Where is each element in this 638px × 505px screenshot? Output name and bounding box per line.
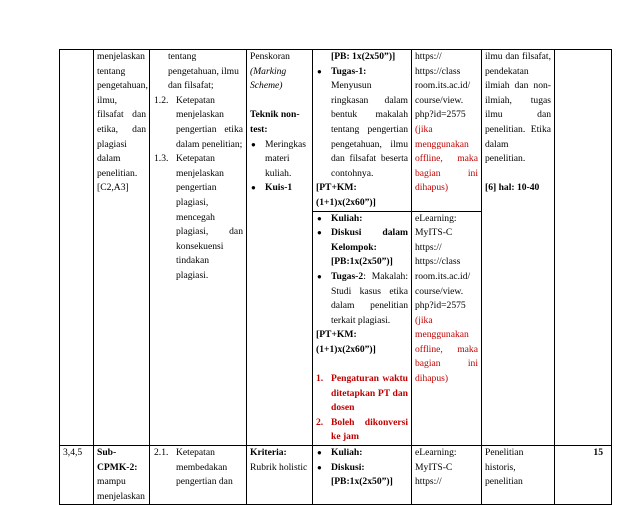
week-cell <box>60 446 94 505</box>
weight-cell <box>555 50 612 446</box>
sub-cpmk-text: menjelaskan tentang pengetahuan, ilmu, filsafat dan etika, dan plagiasi dalam penelitian. [C2,A3] <box>97 51 148 194</box>
table-row <box>60 446 612 505</box>
weight-value: 15 <box>593 447 603 459</box>
elearning-cell <box>412 211 482 446</box>
bullet-icon: ● <box>317 66 322 76</box>
material-cell <box>482 446 555 505</box>
elearning-cell <box>412 50 482 212</box>
learning-form-cell <box>313 50 412 212</box>
task-item <box>316 65 408 182</box>
task-label: Tugas-2 <box>331 270 364 282</box>
pb-label: [PB:1x(2x50”)] <box>331 476 393 488</box>
criteria-scheme: (Marking Scheme) <box>250 65 287 92</box>
activity-item: ● Diskusi dalam Kelompok: <box>316 226 408 255</box>
indicator-text: Ketepatan menjelaskan pengertian etika dalam penelitian; <box>176 94 243 150</box>
week-cell <box>60 50 94 446</box>
material-cell <box>482 50 555 446</box>
elearning-link[interactable]: eLearning: MyITS-C https:// https://class room.its.ac.id/ course/view. php?id=2575 <box>415 212 471 312</box>
elearning-link[interactable]: eLearning: MyITS-C https:// <box>415 447 457 488</box>
criteria-heading: Teknik non-test: <box>250 109 300 135</box>
task-text: : Makalah: Studi kasus etika dalam penelitian terkait plagiasi. <box>331 270 408 326</box>
indicator-item: 2.1. Ketepatan membedakan pengertian dan <box>154 447 233 488</box>
rps-table <box>59 49 612 505</box>
pt-km-label: [PT+KM:(1+1)x(2x60”)] <box>316 329 376 355</box>
pb-label: [PB:1x(2x50”)] <box>331 256 393 268</box>
criteria-bullet: ● Kuis-1 <box>250 181 309 196</box>
reference-text: [6] hal: 10-40 <box>485 182 540 194</box>
material-text: ilmu dan filsafat, pendekatan ilmiah dan non-ilmiah, tugas ilmu dan penelitian. Etika dalam penelitian. <box>485 51 551 165</box>
criteria-line: Penskoran <box>250 51 290 62</box>
pb-label: [PB: 1x(2x50”)] <box>331 51 396 62</box>
criteria-text: Rubrik holistic <box>250 461 308 473</box>
sub-cpmk-cell <box>94 50 150 446</box>
indicator-text: Ketepatan menjelaskan pengertian plagiasi, mencegah plagiasi, dan konsekuensi tindakan plagiasi. <box>176 153 243 281</box>
bullet-icon: ● <box>251 183 256 193</box>
activity-item: ● Diskusi: <box>316 461 408 476</box>
bullet-icon: ● <box>317 448 322 458</box>
indicator-cell <box>150 50 247 446</box>
learning-form-cell <box>313 446 412 505</box>
table-row <box>60 50 612 212</box>
sub-cpmk-label: Sub-CPMK-2: <box>97 447 138 473</box>
bullet-icon: ● <box>317 213 322 223</box>
criteria-bullet: ● Meringkas materi kuliah. <box>250 138 309 182</box>
indicator-number: 1.2. <box>154 94 169 106</box>
task-text: Menyusun ringkasan dalam bentuk makalah tentang pengertian pengetahuan, ilmu dan filsafat beserta contohnya. <box>331 80 408 179</box>
note-item: 2. Boleh dikonversi ke jam <box>316 416 408 443</box>
task-label: Tugas-1: <box>331 65 367 77</box>
bullet-icon: ● <box>317 228 322 238</box>
indicator-cell <box>150 446 247 505</box>
offline-note: (jika menggunakan offline, maka bagian ini dihapus) <box>415 314 478 385</box>
pt-km-label: [PT+KM:(1+1)x(2x60”)] <box>316 182 376 208</box>
bullet-icon: ● <box>317 271 322 281</box>
activity-item: ● Kuliah: <box>316 446 408 461</box>
weight-cell <box>555 446 612 505</box>
sub-cpmk-text: mampu menjelaskan <box>97 476 145 502</box>
note-item: 1. Pengaturan waktu ditetapkan PT dan dosen <box>316 373 408 414</box>
task-item <box>316 270 408 328</box>
learning-form-cell <box>313 211 412 446</box>
criteria-cell <box>247 50 313 446</box>
criteria-heading: Kriteria: <box>250 447 287 459</box>
sub-cpmk-cell <box>94 446 150 505</box>
bullet-icon: ● <box>317 462 322 472</box>
indicator-item <box>153 152 243 283</box>
elearning-cell <box>412 446 482 505</box>
elearning-link[interactable]: https:// https://class room.its.ac.id/ course/view. php?id=2575 <box>415 51 471 121</box>
week-number: 3,4,5 <box>63 447 83 459</box>
offline-note: (jika menggunakan offline, maka bagian ini dihapus) <box>415 123 478 194</box>
material-text: Penelitian historis, penelitian <box>485 447 524 488</box>
bullet-icon: ● <box>251 139 256 149</box>
indicator-item <box>153 94 243 152</box>
indicator-continued: tentang pengetahuan, ilmu dan filsafat; <box>168 51 239 92</box>
indicator-number: 1.3. <box>154 153 169 165</box>
criteria-cell <box>247 446 313 505</box>
activity-item: ● Kuliah: <box>316 212 408 227</box>
